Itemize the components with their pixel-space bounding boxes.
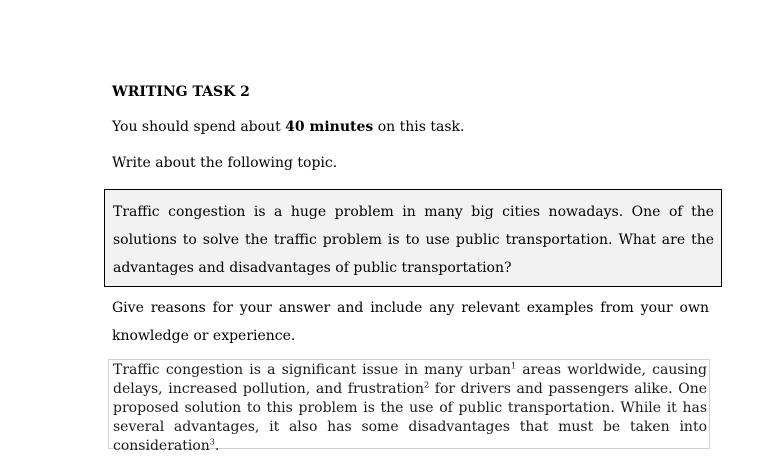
essay-part-3: for drivers and passengers alike. One proposed solution to this problem is the use of public transportation. While it has several advantages, it also has some disadvantages that must be taken into consideration	[113, 381, 707, 454]
topic-instruction: Write about the following topic.	[112, 155, 338, 171]
footnote-marker-2[interactable]: 2	[424, 380, 430, 390]
time-prefix: You should spend about	[112, 119, 286, 135]
footnote-marker-3[interactable]: 3	[209, 437, 215, 447]
task-heading: WRITING TASK 2	[112, 84, 250, 100]
reasons-instruction: Give reasons for your answer and include any relevant examples from your own knowledge or experience.	[112, 300, 709, 344]
time-suffix: on this task.	[373, 119, 465, 135]
time-bold: 40 minutes	[285, 119, 374, 135]
essay-part-1: Traffic congestion is a significant issue in many urban	[113, 362, 511, 378]
essay-part-4: .	[214, 438, 220, 454]
footnote-marker-1[interactable]: 1	[510, 361, 517, 371]
essay-part-2: areas worldwide, causing delays, increased pollution, and frustration	[113, 362, 707, 397]
time-instruction	[112, 119, 464, 135]
essay-text-box[interactable]	[108, 359, 710, 454]
topic-box	[104, 189, 722, 287]
topic-text: Traffic congestion is a huge problem in many big cities nowadays. One of the solutions to solve the traffic problem is to use public transportation. What are the advantages and disadvantages of public transportation?	[113, 204, 714, 276]
